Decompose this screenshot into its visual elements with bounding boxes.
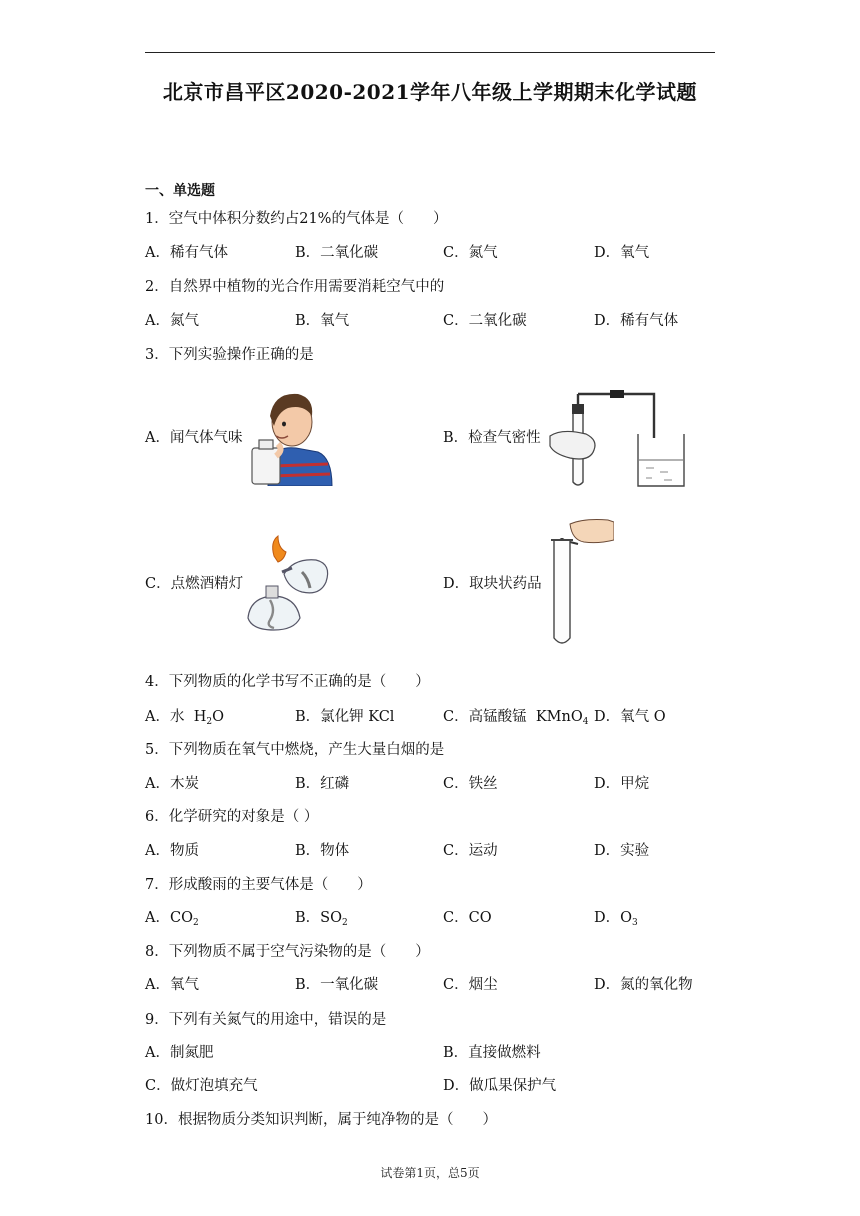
q7-option-c: C．CO: [443, 910, 492, 926]
q4-option-c: [443, 705, 588, 727]
q5-option-c: C．铁丝: [443, 776, 498, 792]
q2-option-a: A．氮气: [145, 313, 199, 329]
section-heading: 一、单选题: [145, 183, 215, 199]
page-title: 北京市昌平区2020-2021学年八年级上学期期末化学试题: [162, 80, 698, 104]
q1-option-b: B．二氧化碳: [295, 245, 379, 261]
q4-option-a-label: A．水: [145, 709, 185, 725]
question-9-stem: 9．下列有关氮气的用途中，错误的是: [145, 1012, 387, 1028]
alcohol-lamp-illustration: [244, 534, 334, 634]
q9-option-c: C．做灯泡填充气: [145, 1078, 258, 1094]
q1-option-c: C．氮气: [443, 245, 498, 261]
question-4-stem: 4．下列物质的化学书写不正确的是（ ）: [145, 674, 430, 690]
q5-option-b: B．红磷: [295, 776, 350, 792]
q6-option-a: A．物质: [145, 843, 199, 859]
question-2-stem: 2．自然界中植物的光合作用需要消耗空气中的: [145, 279, 445, 295]
q9-option-d: D．做瓜果保护气: [443, 1078, 557, 1094]
q7-option-b: B．$SO_2$: [295, 910, 348, 928]
question-10-stem: 10．根据物质分类知识判断，属于纯净物的是（ ）: [145, 1112, 497, 1128]
q1-option-d: D．氧气: [594, 245, 650, 261]
top-rule: [145, 52, 715, 53]
solid-reagent-illustration: [548, 516, 614, 646]
q2-option-d: D．稀有气体: [594, 313, 679, 329]
q3-option-c: C．点燃酒精灯: [145, 576, 244, 592]
q4-option-c-formula: KMnO$_4$: [535, 709, 589, 727]
q8-option-a: A．氧气: [145, 977, 199, 993]
smell-gas-illustration: [248, 386, 334, 486]
page-footer: 试卷第1页，总5页: [380, 1166, 480, 1180]
question-1-stem: 1．空气中体积分数约占21%的气体是（ ）: [145, 211, 448, 227]
q4-option-b: B．氯化钾 KCl: [295, 709, 395, 725]
q7-option-a: A．$CO_2$: [145, 910, 199, 928]
question-7-stem: 7．形成酸雨的主要气体是（ ）: [145, 877, 372, 893]
q2-option-c: C．二氧化碳: [443, 313, 527, 329]
q8-option-c: C．烟尘: [443, 977, 498, 993]
q4-option-a: [145, 705, 224, 727]
q2-option-b: B．氧气: [295, 313, 350, 329]
question-3-stem: 3．下列实验操作正确的是: [145, 347, 314, 363]
q8-option-d: D．氮的氧化物: [594, 977, 693, 993]
q5-option-a: A．木炭: [145, 776, 199, 792]
q3-option-b: B．检查气密性: [443, 430, 541, 446]
q6-option-d: D．实验: [594, 843, 650, 859]
question-6-stem: 6．化学研究的对象是（ ）: [145, 809, 319, 825]
air-tightness-illustration: [546, 390, 692, 490]
q9-option-a: A．制氮肥: [145, 1045, 214, 1061]
q1-option-a: A．稀有气体: [145, 245, 228, 261]
q5-option-d: D．甲烷: [594, 776, 650, 792]
q6-option-b: B．物体: [295, 843, 350, 859]
q6-option-c: C．运动: [443, 843, 498, 859]
q3-option-a: A．闻气体气味: [145, 430, 243, 446]
q8-option-b: B．一氧化碳: [295, 977, 379, 993]
q4-option-c-label: C．高锰酸锰: [443, 709, 527, 725]
q7-option-d: D．$O_3$: [594, 910, 638, 928]
q4-option-a-formula: $H_2O$: [193, 709, 224, 727]
question-5-stem: 5．下列物质在氧气中燃烧，产生大量白烟的是: [145, 742, 445, 758]
question-8-stem: 8．下列物质不属于空气污染物的是（ ）: [145, 944, 430, 960]
q4-option-d: D．氧气 O: [594, 709, 666, 725]
q9-option-b: B．直接做燃料: [443, 1045, 541, 1061]
q3-option-d: D．取块状药品: [443, 576, 542, 592]
